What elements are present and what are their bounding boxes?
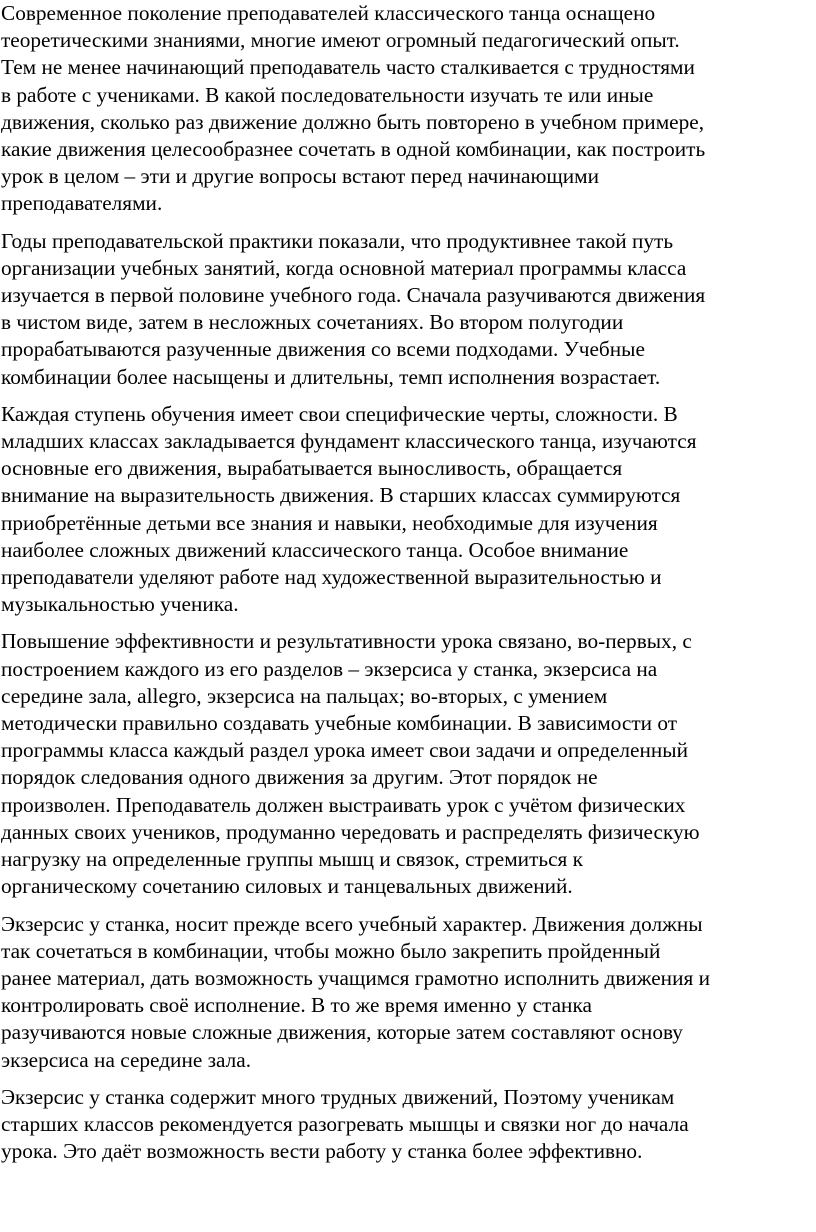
paragraph-3: Каждая ступень обучения имеет свои специфические черты, сложности. В младших классах закладывается фундамент классического танца, изучаются основные его движения, вырабатывается выносливость, обращается внимание на выразительность движения. В старших классах суммируются приобретённые детьми все знания и навыки, необходимые для изучения наиболее сложных движений классического танца. Особое внимание преподаватели уделяют работе над художественной выразительностью и музыкальностью ученика. — [1, 401, 697, 617]
paragraph-4: Повышение эффективности и результативности урока связано, во-первых, с построением каждого из его разделов – экзерсиса у станка, экзерсиса на середине зала, allegro, экзерсиса на пальцах; во-вторых, с умением методически правильно создавать учебные комбинации. В зависимости от программы класса каждый раздел урока имеет свои задачи и определенный порядок следования одного движения за другим. Этот порядок не произволен. Преподаватель должен выстраивать урок с учётом физических данных своих учеников, продуманно чередовать и распределять физическую нагрузку на определенные группы мышц и связок, стремиться к органическому сочетанию силовых и танцевальных движений. — [1, 629, 700, 899]
paragraph-5: Экзерсис у станка, носит прежде всего учебный характер. Движения должны так сочетаться в комбинации, чтобы можно было закрепить пройденный ранее материал, дать возможность учащимся грамотно исполнить движения и контролировать своё исполнение. В то же время именно у станка разучиваются новые сложные движения, которые затем составляют основу экзерсиса на середине зала. — [1, 911, 710, 1072]
paragraph-6: Экзерсис у станка содержит много трудных движений, Поэтому ученикам старших классов рекомендуется разогревать мышцы и связки ног до начала урока. Это даёт возможность вести работу у станка более эффективно. — [1, 1084, 689, 1164]
paragraph-2: Годы преподавательской практики показали, что продуктивнее такой путь организации учебных занятий, когда основной материал программы класса изучается в первой половине учебного года. Сначала разучиваются движения в чистом виде, затем в несложных сочетаниях. Во втором полугодии прорабатываются разученные движения со всеми подходами. Учебные комбинации более насыщены и длительны, темп исполнения возрастает. — [1, 228, 706, 389]
paragraph-1: Современное поколение преподавателей классического танца оснащено теоретическими знаниями, многие имеют огромный педагогический опыт. Тем не менее начинающий преподаватель часто сталкивается с трудностями в работе с учениками. В какой последовательности изучать те или иные движения, сколько раз движение должно быть повторено в учебном примере, какие движения целесообразнее сочетать в одной комбинации, как построить урок в целом – эти и другие вопросы встают перед начинающими преподавателями. — [1, 1, 706, 216]
document-body — [1, 0, 816, 1175]
